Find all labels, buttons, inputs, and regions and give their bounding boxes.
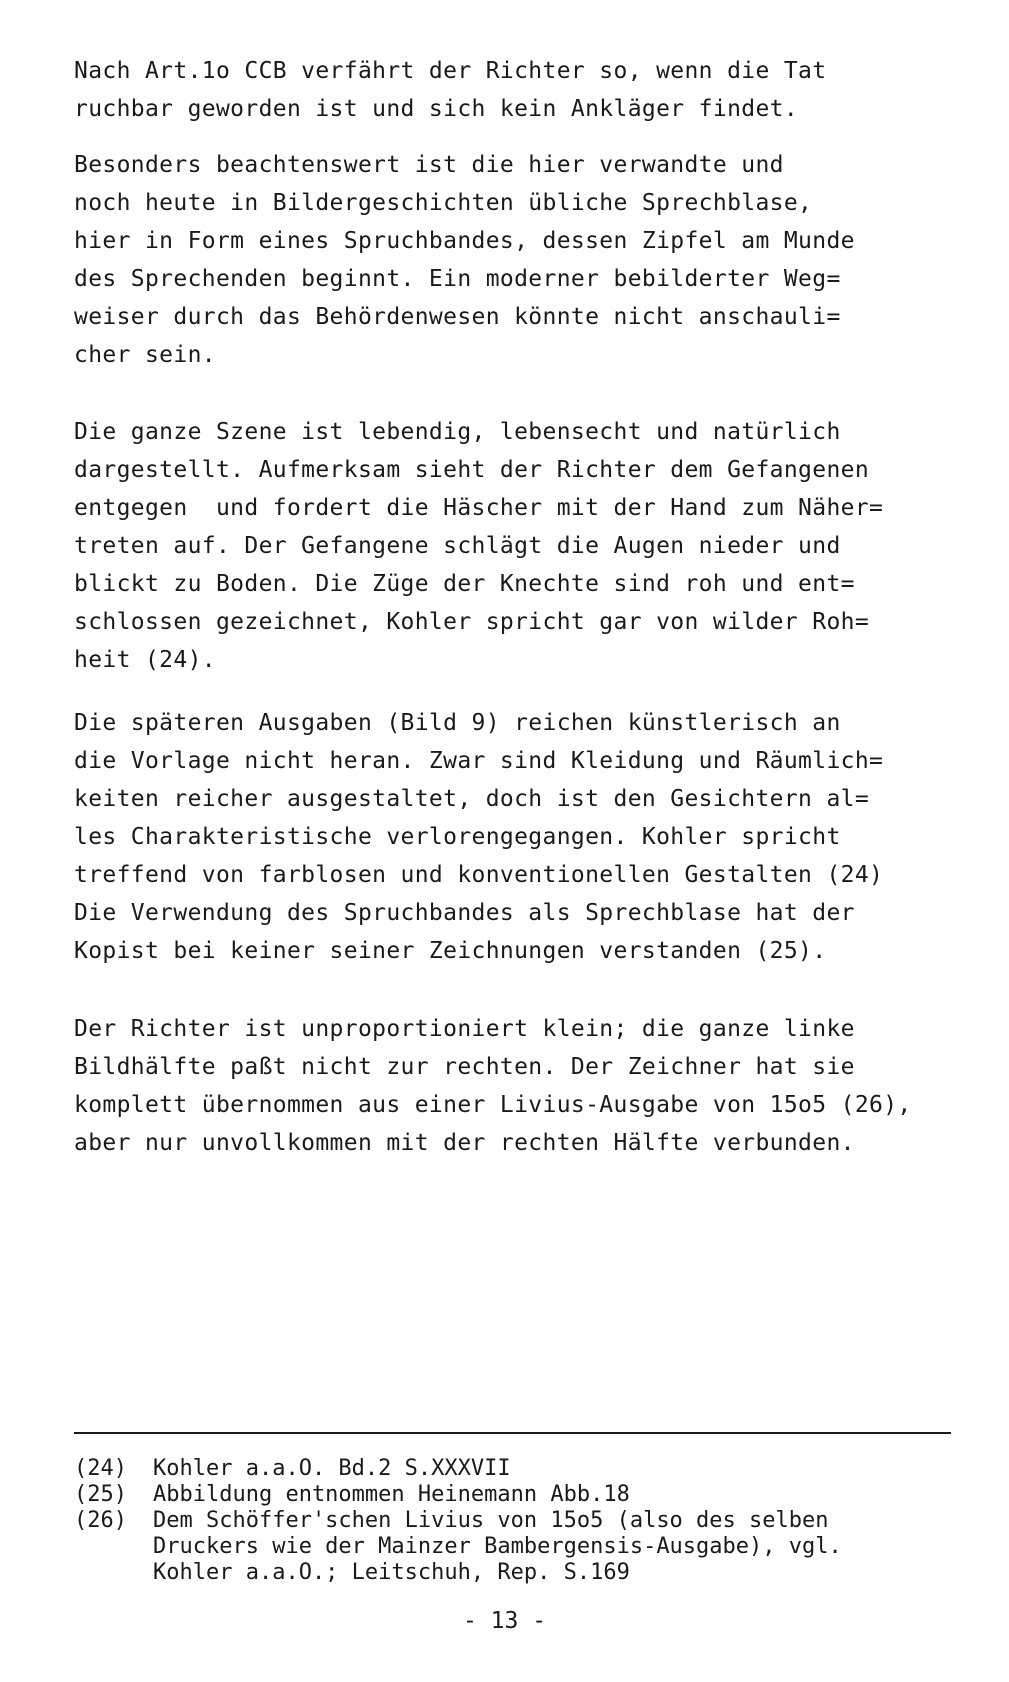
- footnote-text: [153, 1482, 630, 1508]
- footnote-text: [153, 1456, 511, 1482]
- footnotes: [74, 1456, 974, 1586]
- footnote-line: Abbildung entnommen Heinemann Abb.18: [153, 1482, 630, 1507]
- text-line: Nach Art.1o CCB verfährt der Richter so, wenn die Tat: [74, 58, 827, 84]
- paragraph-2: [74, 146, 855, 374]
- text-line: Die Verwendung des Spruchbandes als Sprechblase hat der: [74, 900, 855, 926]
- text-line: heit (24).: [74, 647, 216, 673]
- paragraph-1: [74, 52, 826, 128]
- text-line: schlossen gezeichnet, Kohler spricht gar von wilder Roh=: [74, 609, 870, 635]
- text-line: hier in Form eines Spruchbandes, dessen Zipfel am Munde: [74, 228, 855, 254]
- text-line: komplett übernommen aus einer Livius-Ausgabe von 15o5 (26),: [74, 1092, 912, 1118]
- text-line: des Sprechenden beginnt. Ein moderner bebilderter Weg=: [74, 266, 841, 292]
- text-line: Bildhälfte paßt nicht zur rechten. Der Zeichner hat sie: [74, 1054, 855, 1080]
- text-line: die Vorlage nicht heran. Zwar sind Kleidung und Räumlich=: [74, 748, 884, 774]
- text-line: treten auf. Der Gefangene schlägt die Augen nieder und: [74, 533, 841, 559]
- page-number: - 13 -: [462, 1608, 547, 1634]
- footnote-line: Kohler a.a.O.; Leitschuh, Rep. S.169: [153, 1560, 630, 1585]
- text-line: les Charakteristische verlorengegangen. Kohler spricht: [74, 824, 841, 850]
- footnote-24: [74, 1456, 974, 1482]
- footnote-separator: [74, 1432, 951, 1434]
- text-line: Der Richter ist unproportioniert klein; die ganze linke: [74, 1016, 855, 1042]
- text-line: dargestellt. Aufmerksam sieht der Richter dem Gefangenen: [74, 457, 870, 483]
- footnote-number: (24): [74, 1456, 127, 1481]
- text-line: keiten reicher ausgestaltet, doch ist den Gesichtern al=: [74, 786, 870, 812]
- paragraph-3: [74, 413, 883, 679]
- footnote-25: [74, 1482, 974, 1508]
- text-line: noch heute in Bildergeschichten übliche Sprechblase,: [74, 190, 813, 216]
- text-line: Die ganze Szene ist lebendig, lebensecht und natürlich: [74, 419, 841, 445]
- footnote-number: (25): [74, 1482, 127, 1507]
- text-line: aber nur unvollkommen mit der rechten Hälfte verbunden.: [74, 1130, 855, 1156]
- footnote-text: [153, 1508, 842, 1586]
- footnote-26: [74, 1508, 974, 1586]
- text-line: treffend von farblosen und konventionellen Gestalten (24): [74, 862, 884, 888]
- footnote-line: Kohler a.a.O. Bd.2 S.XXXVII: [153, 1456, 511, 1481]
- paragraph-5: [74, 1010, 912, 1162]
- text-line: cher sein.: [74, 342, 216, 368]
- text-line: weiser durch das Behördenwesen könnte nicht anschauli=: [74, 304, 841, 330]
- text-line: Besonders beachtenswert ist die hier verwandte und: [74, 152, 784, 178]
- footnote-line: Druckers wie der Mainzer Bambergensis-Ausgabe), vgl.: [153, 1534, 842, 1559]
- footnote-line: Dem Schöffer'schen Livius von 15o5 (also des selben: [153, 1508, 829, 1533]
- footnote-number: (26): [74, 1508, 127, 1533]
- text-line: Kopist bei keiner seiner Zeichnungen verstanden (25).: [74, 938, 827, 964]
- text-line: ruchbar geworden ist und sich kein Ankläger findet.: [74, 96, 799, 122]
- text-line: entgegen und fordert die Häscher mit der Hand zum Näher=: [74, 495, 884, 521]
- paragraph-4: [74, 704, 883, 970]
- text-line: blickt zu Boden. Die Züge der Knechte sind roh und ent=: [74, 571, 855, 597]
- text-line: Die späteren Ausgaben (Bild 9) reichen künstlerisch an: [74, 710, 841, 736]
